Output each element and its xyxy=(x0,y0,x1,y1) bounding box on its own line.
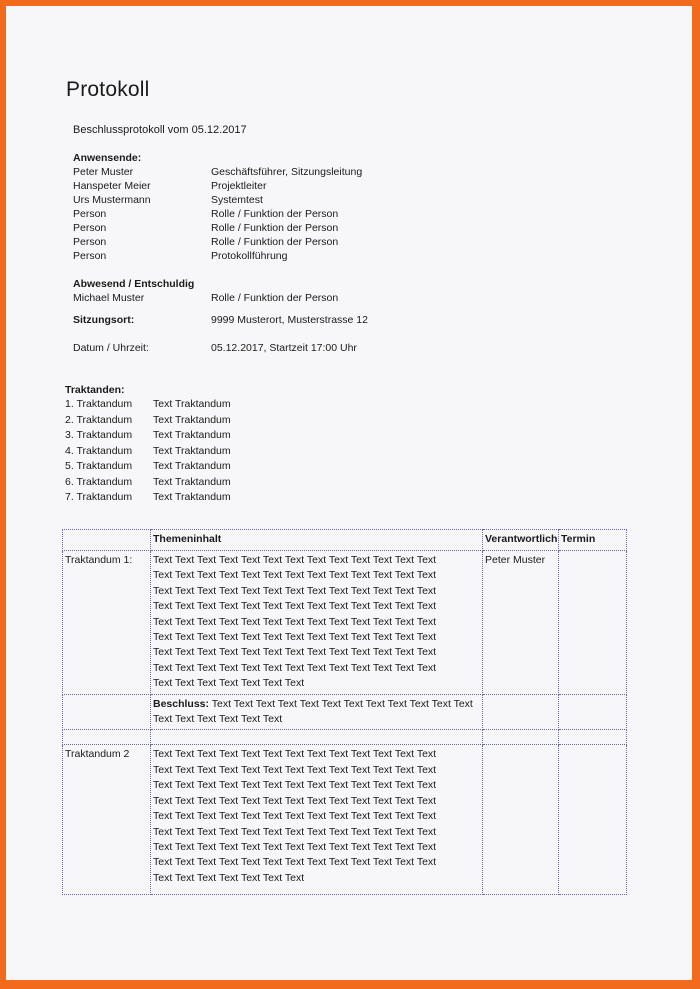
agenda-item-number: 6. Traktandum xyxy=(65,475,133,488)
agenda-item-text: Text Traktandum xyxy=(153,444,231,457)
agenda-item-text: Text Traktandum xyxy=(153,491,231,503)
header-blank-cell xyxy=(63,530,151,551)
agenda-item-text: Text Traktandum xyxy=(153,429,231,441)
header-date: Termin xyxy=(559,530,627,551)
location-section xyxy=(73,313,368,327)
table-row xyxy=(63,551,627,695)
datetime-section xyxy=(73,341,357,355)
absent-name: Michael Muster xyxy=(73,292,145,304)
location-label: Sitzungsort: xyxy=(73,314,135,326)
attendee-row xyxy=(73,179,362,193)
agenda-item-text: Text Traktandum xyxy=(153,413,231,426)
attendee-row xyxy=(73,235,362,249)
item-label: Traktandum 1: xyxy=(63,551,151,695)
attendee-row xyxy=(73,207,362,221)
agenda-item-text: Text Traktandum xyxy=(153,475,231,488)
agenda-item xyxy=(65,428,231,444)
attendee-row xyxy=(73,221,362,235)
decision-text: Text Text Text Text Text Text Text Text Text Text Text Text Text Text Text Text Text Text xyxy=(153,697,473,726)
attendee-name: Hanspeter Meier xyxy=(73,180,151,192)
agenda-item xyxy=(65,413,231,429)
spacer-cell xyxy=(483,730,559,745)
item-date xyxy=(559,551,627,695)
agenda-heading: Traktanden: xyxy=(65,384,125,396)
decision-responsible xyxy=(483,694,559,730)
attendee-name: Person xyxy=(73,222,107,234)
attendee-name: Person xyxy=(73,236,107,248)
location-value: 9999 Musterort, Musterstrasse 12 xyxy=(211,314,368,326)
attendee-name: Peter Muster xyxy=(73,166,134,178)
attendee-row xyxy=(73,193,362,207)
agenda-item-number: 4. Traktandum xyxy=(65,444,133,457)
table-header-row xyxy=(63,530,627,551)
absent-role: Rolle / Funktion der Person xyxy=(211,292,339,304)
attendee-role: Rolle / Funktion der Person xyxy=(211,208,339,220)
header-content: Themeninhalt xyxy=(151,530,483,551)
decision-blank-cell xyxy=(63,694,151,730)
decision-row xyxy=(63,694,627,730)
agenda-item-number: 7. Traktandum xyxy=(65,491,133,503)
agenda-item-number: 3. Traktandum xyxy=(65,429,133,441)
decision-date xyxy=(559,694,627,730)
header-responsible: Verantwortlich xyxy=(483,530,559,551)
decision-content xyxy=(151,694,483,730)
attendee-name: Person xyxy=(73,208,107,220)
spacer-cell xyxy=(63,730,151,745)
agenda-item-text: Text Traktandum xyxy=(153,398,231,410)
minutes-table xyxy=(62,529,627,895)
absent-section xyxy=(73,277,338,305)
attendee-name: Urs Mustermann xyxy=(73,194,151,206)
attendee-row xyxy=(73,249,362,263)
absent-heading: Abwesend / Entschuldig xyxy=(73,278,195,290)
datetime-value: 05.12.2017, Startzeit 17:00 Uhr xyxy=(211,342,357,354)
item-content: Text Text Text Text Text Text Text Text Text Text Text Text Text Text Text Text Text Text Text Text Text Text Text Text Text Text Text Text Text Text Text Text Text Text Text Text Text Text Text Text Text Text Text Text Text Text Text Text Text Text Text Text Text Text Text Text Text Text Text Text Text Text Text Text Text Text Text Text Text Text Text Text Text Text Text Text Text Text Text Text Text Text Text Text Text Text Text Text Text Text Text Text Text Text Text Text Text Text Text Text Text Text Text Text Text Text Text Text Text Text Text xyxy=(151,551,483,695)
agenda-item xyxy=(65,490,231,506)
agenda-section xyxy=(65,383,231,506)
item-responsible xyxy=(483,745,559,895)
item-date xyxy=(559,745,627,895)
agenda-item xyxy=(65,444,231,460)
agenda-item xyxy=(65,475,231,491)
attendee-role: Projektleiter xyxy=(211,180,267,192)
attendees-heading: Anwensende: xyxy=(73,152,142,164)
agenda-item-text: Text Traktandum xyxy=(153,460,231,472)
absent-row xyxy=(73,291,338,305)
item-responsible: Peter Muster xyxy=(483,551,559,695)
page-title: Protokoll xyxy=(66,78,150,101)
datetime-row xyxy=(73,341,357,355)
decision-label: Beschluss: xyxy=(153,697,210,710)
attendee-role: Rolle / Funktion der Person xyxy=(211,236,339,248)
item-label: Traktandum 2 xyxy=(63,745,151,895)
document-page xyxy=(6,6,692,980)
datetime-label: Datum / Uhrzeit: xyxy=(73,342,149,354)
agenda-item-number: 1. Traktandum xyxy=(65,398,133,410)
attendee-role: Systemtest xyxy=(211,194,263,206)
document-subtitle: Beschlussprotokoll vom 05.12.2017 xyxy=(73,124,247,136)
agenda-item xyxy=(65,459,231,475)
agenda-item xyxy=(65,397,231,413)
table-row xyxy=(63,745,627,895)
attendees-section xyxy=(73,151,362,263)
attendee-row xyxy=(73,165,362,179)
agenda-item-number: 2. Traktandum xyxy=(65,413,133,426)
agenda-item-number: 5. Traktandum xyxy=(65,460,133,472)
attendee-role: Protokollführung xyxy=(211,250,288,262)
attendee-role: Rolle / Funktion der Person xyxy=(211,222,339,234)
attendee-role: Geschäftsführer, Sitzungsleitung xyxy=(211,166,363,178)
spacer-row xyxy=(63,730,627,745)
attendee-name: Person xyxy=(73,250,107,262)
item-content: Text Text Text Text Text Text Text Text Text Text Text Text Text Text Text Text Text Text Text Text Text Text Text Text Text Text Text Text Text Text Text Text Text Text Text Text Text Text Text Text Text Text Text Text Text Text Text Text Text Text Text Text Text Text Text Text Text Text Text Text Text Text Text Text Text Text Text Text Text Text Text Text Text Text Text Text Text Text Text Text Text Text Text Text Text Text Text Text Text Text Text Text Text Text Text Text Text Text Text Text Text Text Text Text Text Text Text Text Text Text Text xyxy=(151,745,483,895)
spacer-cell xyxy=(151,730,483,745)
location-row xyxy=(73,313,368,327)
spacer-cell xyxy=(559,730,627,745)
